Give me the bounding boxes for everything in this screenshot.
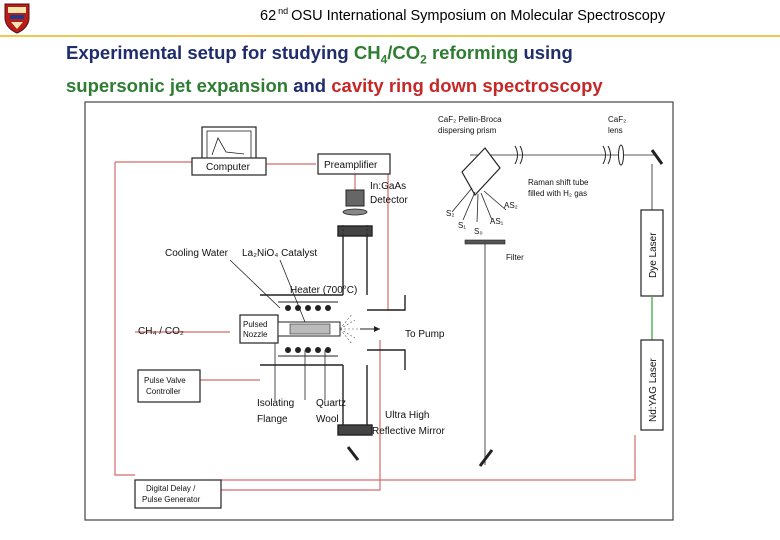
delay-label-1: Digital Delay /: [146, 484, 196, 493]
university-crest-icon: [2, 2, 32, 34]
header-bar: [0, 0, 780, 36]
prism-label-1: CaF₂ Pellin-Broca: [438, 115, 502, 124]
to-pump-label: To Pump: [405, 329, 445, 340]
ndyag-laser-label: Nd:YAG Laser: [648, 358, 659, 422]
raman-label-2: filled with H₂ gas: [528, 189, 588, 198]
pulse-valve-label-1: Pulse Valve: [144, 376, 186, 385]
preamplifier-label: Preamplifier: [324, 160, 378, 171]
isolating-flange-label-1: Isolating: [257, 398, 295, 409]
digital-delay-generator: [135, 480, 221, 508]
pulsed-nozzle-label-1: Pulsed: [243, 320, 268, 329]
slide-title: [66, 40, 603, 99]
detector-label-1: In:GaAs: [370, 181, 407, 192]
detector-label-2: Detector: [370, 195, 408, 206]
dye-laser: [641, 210, 663, 296]
s0-label: S₀: [474, 227, 483, 236]
dye-laser-label: Dye Laser: [648, 232, 659, 278]
mirror-label-2: Reflective Mirror: [372, 426, 445, 437]
cooling-water-label: Cooling Water: [165, 248, 228, 259]
catalyst-label: La₂NiO₄ Catalyst: [242, 248, 318, 259]
lens-label-2: lens: [608, 126, 623, 135]
computer-label: Computer: [206, 162, 250, 173]
as2-label: AS₂: [504, 201, 518, 210]
gas-inlet-label: CH₄ / CO₂: [138, 326, 184, 337]
s2-label: S₂: [446, 209, 455, 218]
quartz-wool-label-2: Wool: [316, 414, 339, 425]
header-divider: [0, 35, 780, 37]
delay-label-2: Pulse Generator: [142, 495, 201, 504]
pulse-valve-label-2: Controller: [146, 387, 181, 396]
mirror-label-1: Ultra High: [385, 410, 430, 421]
title-line-2: supersonic jet expansion and cavity ring down spectroscopy: [66, 74, 603, 96]
raman-label-1: Raman shift tube: [528, 178, 589, 187]
s1-label: S₁: [458, 221, 467, 230]
pulse-valve-controller: [138, 370, 200, 402]
isolating-flange-label-2: Flange: [257, 414, 288, 425]
pulsed-nozzle-label-2: Nozzle: [243, 330, 268, 339]
lens-label-1: CaF₂: [608, 115, 627, 124]
title-line-1: Experimental setup for studying $CH_4/CO_2$ reforming using: [66, 42, 573, 67]
ndyag-laser: [641, 340, 663, 430]
conference-header: 62 $^{nd}$ OSU International Symposium on Molecular Spectroscopy: [260, 6, 666, 24]
preamplifier: [318, 154, 390, 174]
experimental-setup-diagram: [80, 100, 680, 525]
heater-label: Heater (700°C): [290, 285, 358, 296]
computer: [192, 127, 266, 175]
as1-label: AS₁: [490, 217, 504, 226]
quartz-wool-label-1: Quartz: [316, 398, 347, 409]
prism-label-2: dispersing prism: [438, 126, 497, 135]
filter-label: Filter: [506, 253, 524, 262]
